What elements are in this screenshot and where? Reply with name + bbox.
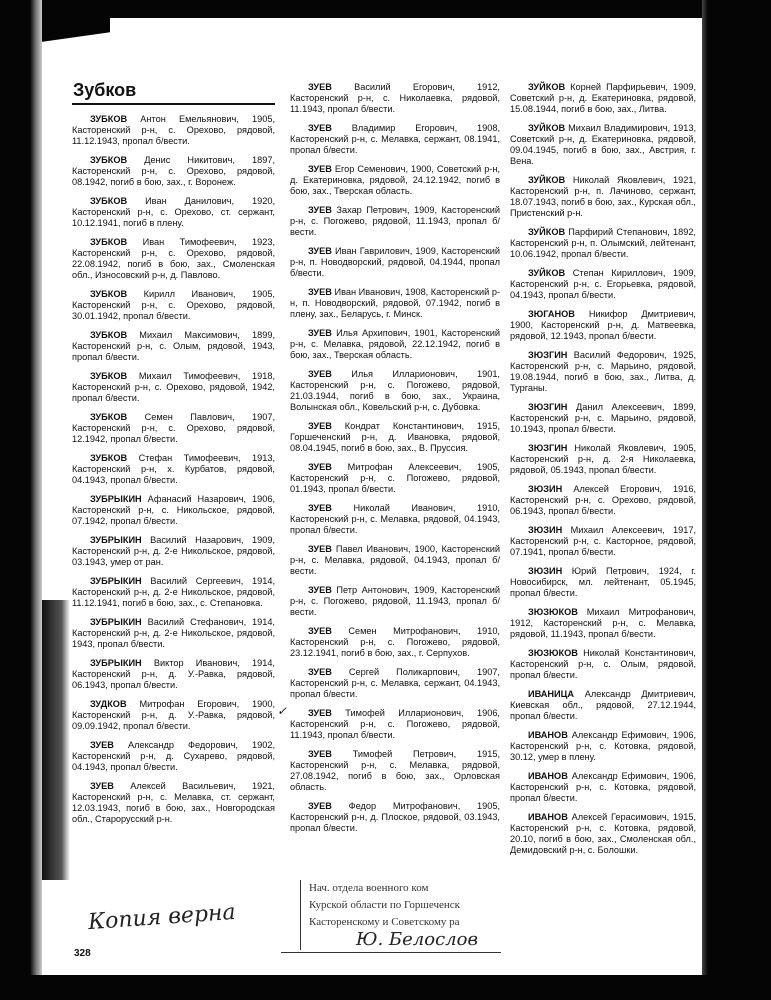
list-item bbox=[72, 330, 275, 363]
list-item bbox=[510, 566, 696, 599]
entry-surname: ЗУДКОВ bbox=[90, 699, 127, 709]
entry-details: Сергей Поликарпович, 1907, Касторенский р-н, с. Мелавка, сержант, 04.1943, пропал б/вести. bbox=[290, 667, 500, 699]
entry-details: Василий Стефанович, 1914, Касторенский р-н, д. 2-е Никольское, рядовой, 1943, пропал б/вести. bbox=[72, 617, 275, 649]
entry-surname: ЗУЕВ bbox=[308, 585, 332, 595]
scan-border-right bbox=[702, 0, 771, 1000]
entry-surname: ЗУЕВ bbox=[308, 123, 332, 133]
entry-details: Антон Емельянович, 1905, Касторенский р-н, с. Орехово, рядовой, 11.12.1943, пропал б/вести. bbox=[72, 114, 275, 146]
stamp-line: Касторенскому и Советскому ра bbox=[309, 916, 460, 928]
entry-surname: ЗУЙКОВ bbox=[528, 82, 566, 92]
entry-surname: ИВАНОВ bbox=[528, 812, 568, 822]
list-item bbox=[72, 535, 275, 568]
list-item bbox=[510, 525, 696, 558]
entry-surname: ЗЮЗГИН bbox=[528, 443, 568, 453]
entry-details: Александр Дмитриевич, Киевская обл., рядовой, 27.12.1944, пропал б/вести. bbox=[510, 689, 696, 721]
entry-surname: ЗУЕВ bbox=[90, 781, 114, 791]
official-stamp bbox=[300, 880, 509, 950]
entry-surname: ЗУБКОВ bbox=[90, 330, 128, 340]
entry-surname: ЗУЕВ bbox=[308, 544, 332, 554]
entry-surname: ЗУБРЫКИН bbox=[90, 494, 142, 504]
list-item bbox=[290, 801, 500, 834]
entry-surname: ЗУБРЫКИН bbox=[90, 535, 142, 545]
scan-border-top bbox=[0, 0, 771, 18]
entry-details: Алексей Егорович, 1916, Касторенский р-н, с. Орехово, рядовой, 06.1943, пропал б/вести. bbox=[510, 484, 696, 516]
entry-details: Алексей Васильевич, 1921, Касторенский р-н, с. Мелавка, ст. сержант, 12.03.1943, погиб в бою, зах., Новгородская обл., Старорусский р-н. bbox=[72, 781, 275, 824]
entry-details: Семен Павлович, 1907, Касторенский р-н, с. Орехово, рядовой, 12.1942, пропал б/вести. bbox=[72, 412, 275, 444]
entry-details: Михаил Максимович, 1899, Касторенский р-н, с. Олым, рядовой, 1943, пропал б/вести. bbox=[72, 330, 275, 362]
entry-surname: ЗЮЗИН bbox=[528, 484, 563, 494]
list-item bbox=[72, 371, 275, 404]
entry-surname: ЗУЕВ bbox=[308, 667, 332, 677]
entry-details: Алексей Герасимович, 1915, Касторенский р-н, с. Котовка, рядовой, 20.10, погиб в бою, зах., Смоленская обл., Демидовский р-н, с. Болошки. bbox=[510, 812, 696, 855]
check-mark-icon: ✓ bbox=[277, 704, 288, 718]
list-item bbox=[72, 196, 275, 229]
entry-details: Митрофан Алексеевич, 1905, Касторенский р-н, с. Погожево, рядовой, 01.1943, пропал б/вести. bbox=[290, 462, 500, 494]
list-item bbox=[510, 123, 696, 167]
entry-details: Василий Егорович, 1912, Касторенский р-н, с. Николаевка, рядовой, 11.1943, пропал б/вести. bbox=[290, 82, 500, 114]
entry-details: Кондрат Константинович, 1915, Горшеченский р-н, д. Ивановка, рядовой, 08.04.1945, погиб в бою, зах., В. Пруссия. bbox=[290, 421, 500, 453]
entry-details: Стефан Тимофеевич, 1913, Касторенский р-н, х. Курбатов, рядовой, 04.1943, пропал б/вести. bbox=[72, 453, 275, 485]
list-item bbox=[510, 443, 696, 476]
list-item bbox=[510, 730, 696, 763]
entry-surname: ЗУБКОВ bbox=[90, 371, 128, 381]
entry-surname: ЗУЕВ bbox=[308, 369, 332, 379]
entry-surname: ЗУЙКОВ bbox=[528, 227, 566, 237]
entry-details: Николай Иванович, 1910, Касторенский р-н, с. Мелавка, рядовой, 04.1943, пропал б/вести. bbox=[290, 503, 500, 535]
list-item bbox=[72, 453, 275, 486]
list-item bbox=[290, 328, 500, 361]
entry-surname: ЗУЕВ bbox=[308, 626, 332, 636]
list-item bbox=[510, 227, 696, 260]
entry-surname: ЗУЕВ bbox=[308, 82, 332, 92]
entry-details: Илья Архипович, 1901, Касторенский р-н, с. Мелавка, рядовой, 22.12.1942, погиб в бою, зах., Тверская область. bbox=[290, 328, 500, 360]
entry-surname: ЗЮЗИН bbox=[528, 566, 563, 576]
list-item bbox=[290, 708, 500, 741]
entry-surname: ЗУБКОВ bbox=[90, 453, 128, 463]
page-number: 328 bbox=[74, 948, 91, 959]
list-item bbox=[290, 503, 500, 536]
entry-surname: ЗУБКОВ bbox=[90, 196, 128, 206]
entry-surname: ЗЮЗЮКОВ bbox=[528, 607, 578, 617]
handwritten-copy-note: Копия верна bbox=[87, 899, 237, 936]
entry-surname: ЗУЕВ bbox=[308, 708, 332, 718]
entry-details: Тимофей Илларионович, 1906, Касторенский р-н, с. Погожево, рядовой, 11.1943, пропал б/вести. bbox=[290, 708, 500, 740]
entry-surname: ИВАНИЦА bbox=[528, 689, 574, 699]
entry-surname: ЗУЕВ bbox=[308, 328, 332, 338]
list-item bbox=[72, 617, 275, 650]
entry-details: Иван Гаврилович, 1909, Касторенский р-н, п. Новодворский, рядовой, 04.1944, пропал б/вести. bbox=[290, 246, 500, 278]
entry-details: Данил Алексеевич, 1899, Касторенский р-н, с. Марьино, рядовой, 10.1943, пропал б/вести. bbox=[510, 402, 696, 434]
entry-details: Михаил Алексеевич, 1917, Касторенский р-н, с. Касторное, рядовой, 07.1941, пропал б/вести. bbox=[510, 525, 696, 557]
entry-details: Александр Ефимович, 1906, Касторенский р-н, с. Котовка, рядовой, 30.12, умер в плену. bbox=[510, 730, 696, 762]
entry-details: Митрофан Егорович, 1900, Касторенский р-н, д. У.-Равка, рядовой, 09.09.1942, пропал б/вести. bbox=[72, 699, 275, 731]
scan-border-left bbox=[0, 0, 42, 1000]
entry-details: Афанасий Назарович, 1906, Касторенский р-н, с. Никольское, рядовой, 07.1942, пропал б/вести. bbox=[72, 494, 275, 526]
entry-details: Павел Иванович, 1900, Касторенский р-н, с. Мелавка, рядовой, 04.1943, пропал б/вести. bbox=[290, 544, 500, 576]
entry-details: Василий Назарович, 1909, Касторенский р-н, д. 2-е Никольское, рядовой, 03.1943, умер от ран. bbox=[72, 535, 275, 567]
page-heading: Зубков bbox=[73, 80, 137, 100]
list-item bbox=[72, 576, 275, 609]
signature-line bbox=[281, 952, 501, 953]
stamp-line: Нач. отдела военного ком bbox=[309, 882, 429, 894]
list-item bbox=[510, 689, 696, 722]
list-item bbox=[510, 402, 696, 435]
entry-surname: ЗУБРЫКИН bbox=[90, 658, 142, 668]
entry-surname: ЗЮГАНОВ bbox=[528, 309, 575, 319]
entry-surname: ЗУЙКОВ bbox=[528, 123, 566, 133]
stamp-line: Курской области по Горшеченск bbox=[309, 899, 460, 911]
list-item bbox=[510, 82, 696, 115]
signature: Ю. Белослов bbox=[356, 929, 478, 950]
entry-surname: ЗЮЗЮКОВ bbox=[528, 648, 578, 658]
list-item bbox=[290, 462, 500, 495]
entry-details: Василий Сергеевич, 1914, Касторенский р-н, д. 2-е Никольское, рядовой, 11.12.1941, погиб в бою, зах., с. Степановка. bbox=[72, 576, 275, 608]
list-item bbox=[290, 205, 500, 238]
entry-details: Александр Ефимович, 1906, Касторенский р-н, с. Котовка, рядовой, пропал б/вести. bbox=[510, 771, 696, 803]
list-item bbox=[290, 369, 500, 413]
entry-surname: ИВАНОВ bbox=[528, 730, 568, 740]
entry-details: Тимофей Петрович, 1915, Касторенский р-н, с. Мелавка, рядовой, 27.08.1942, погиб в бою, зах., Орловская область. bbox=[290, 749, 500, 792]
list-item bbox=[290, 82, 500, 115]
list-item bbox=[510, 268, 696, 301]
entry-surname: ЗУЕВ bbox=[308, 164, 332, 174]
list-item bbox=[290, 626, 500, 659]
list-item bbox=[72, 114, 275, 147]
entry-surname: ЗУБКОВ bbox=[90, 289, 128, 299]
entry-details: Владимир Егорович, 1908, Касторенский р-н, с. Мелавка, сержант, 08.1941, пропал б/вести. bbox=[290, 123, 500, 155]
entry-details: Семен Митрофанович, 1910, Касторенский р-н, с. Погожево, рядовой, 23.12.1941, погиб в бою, зах., г. Серпухов. bbox=[290, 626, 500, 658]
list-item bbox=[510, 350, 696, 394]
entry-surname: ЗУЙКОВ bbox=[528, 175, 566, 185]
entry-details: Михаил Владимирович, 1913, Советский р-н, д. Екатериновка, рядовой, 09.04.1945, погиб в бою, зах., Австрия, г. Вена. bbox=[510, 123, 696, 166]
entry-surname: ЗУБКОВ bbox=[90, 412, 128, 422]
scan-border-bottom bbox=[0, 975, 771, 1000]
entry-details: Илья Илларионович, 1901, Касторенский р-н, с. Погожево, рядовой, 21.03.1944, погиб в бою, зах., Украина, Волынская обл., Ковельский р-н, с. Дубовка. bbox=[290, 369, 500, 412]
entry-details: Денис Никитович, 1897, Касторенский р-н, с. Орехово, рядовой, 08.1942, погиб в бою, зах., г. Воронеж. bbox=[72, 155, 275, 187]
entry-details: Степан Кириллович, 1909, Касторенский р-н, с. Егорьевка, рядовой, 04.1943, пропал б/вести. bbox=[510, 268, 696, 300]
entry-details: Корней Парфирьевич, 1909, Советский р-н, д. Екатериновка, рядовой, 15.08.1944, погиб в бою, зах., Литва. bbox=[510, 82, 696, 114]
list-item bbox=[290, 123, 500, 156]
entry-details: Федор Митрофанович, 1905, Касторенский р-н, д. Плоское, рядовой, 03.1943, пропал б/вести. bbox=[290, 801, 500, 833]
list-item bbox=[290, 421, 500, 454]
entry-surname: ЗУЕВ bbox=[308, 749, 332, 759]
entry-surname: ЗЮЗГИН bbox=[528, 402, 568, 412]
entry-surname: ЗЮЗГИН bbox=[528, 350, 568, 360]
entry-surname: ЗУБКОВ bbox=[90, 237, 128, 247]
entry-surname: ЗУЕВ bbox=[308, 801, 332, 811]
list-item bbox=[72, 781, 275, 825]
entry-surname: ЗУБРЫКИН bbox=[90, 576, 142, 586]
column-2 bbox=[290, 82, 500, 834]
entry-details: Иван Иванович, 1908, Касторенский р-н, п. Новодворский, рядовой, 07.1942, погиб в плену, зах., Беларусь, г. Минск. bbox=[290, 287, 500, 319]
entry-details: Михаил Митрофанович, 1912, Касторенский р-н, с. Мелавка, рядовой, 11.1943, пропал б/вести. bbox=[510, 607, 696, 639]
list-item bbox=[510, 309, 696, 342]
entry-details: Виктор Иванович, 1914, Касторенский р-н, д. У.-Равка, рядовой, 06.1943, пропал б/вести. bbox=[72, 658, 275, 690]
list-item bbox=[72, 412, 275, 445]
list-item bbox=[72, 494, 275, 527]
entry-details: Юрий Петрович, 1924, г. Новосибирск, мл. лейтенант, 05.1945, пропал б/вести. bbox=[510, 566, 696, 598]
list-item bbox=[510, 812, 696, 856]
entry-details: Михаил Тимофеевич, 1918, Касторенский р-н, с. Орехово, рядовой, 1942, пропал б/вести. bbox=[72, 371, 275, 403]
entry-surname: ЗУБРЫКИН bbox=[90, 617, 142, 627]
entry-surname: ЗУЕВ bbox=[308, 421, 332, 431]
entry-surname: ЗУЕВ bbox=[308, 503, 332, 513]
entry-details: Парфирий Степанович, 1892, Касторенский р-н, п. Олымский, лейтенант, 10.06.1942, пропал б/вести. bbox=[510, 227, 696, 259]
entry-surname: ЗУЕВ bbox=[308, 462, 332, 472]
list-item bbox=[72, 289, 275, 322]
entry-surname: ЗУЕВ bbox=[308, 246, 332, 256]
list-item bbox=[290, 164, 500, 197]
entry-details: Егор Семенович, 1900, Советский р-н, д. Екатериновка, рядовой, 24.12.1942, погиб в бою, зах., Тверская область. bbox=[290, 164, 500, 196]
entry-details: Николай Яковлевич, 1905, Касторенский р-н, д. 2-я Николаевка, рядовой, 05.1943, пропал б/вести. bbox=[510, 443, 696, 475]
list-item bbox=[510, 175, 696, 219]
list-item bbox=[510, 648, 696, 681]
entry-details: Иван Тимофеевич, 1923, Касторенский р-н, с. Орехово, рядовой, 22.08.1942, погиб в бою, зах., Смоленская обл., Износовский р-н, д. Павлово. bbox=[72, 237, 275, 280]
list-item bbox=[290, 544, 500, 577]
entry-details: Александр Федорович, 1902, Касторенский р-н, д. Сухарево, рядовой, 04.1943, пропал б/вести. bbox=[72, 740, 275, 772]
column-3 bbox=[510, 82, 696, 856]
entry-surname: ЗУБКОВ bbox=[90, 114, 128, 124]
list-item bbox=[290, 287, 500, 320]
entry-surname: ЗУЕВ bbox=[90, 740, 114, 750]
list-item bbox=[510, 484, 696, 517]
list-item bbox=[290, 585, 500, 618]
entry-surname: ЗЮЗИН bbox=[528, 525, 563, 535]
list-item bbox=[290, 749, 500, 793]
heading-rule bbox=[72, 103, 275, 105]
entry-details: Николай Яковлевич, 1921, Касторенский р-н, п. Лачиново, сержант, 18.07.1943, погиб в бою, зах., Курская обл., Пристенский р-н. bbox=[510, 175, 697, 218]
entry-details: Никифор Дмитриевич, 1900, Касторенский р-н, д. Матвеевка, рядовой, 12.1943, пропал б/вести. bbox=[510, 309, 696, 341]
column-1 bbox=[72, 114, 275, 825]
entry-details: Кирилл Иванович, 1905, Касторенский р-н, с. Орехово, рядовой, 30.01.1942, пропал б/вести. bbox=[72, 289, 275, 321]
entry-details: Николай Константинович, Касторенский р-н, с. Олым, рядовой, пропал б/вести. bbox=[510, 648, 696, 680]
list-item bbox=[72, 155, 275, 188]
list-item bbox=[290, 667, 500, 700]
entry-details: Василий Федорович, 1925, Касторенский р-н, с. Марьино, рядовой, 19.08.1944, погиб в бою, зах., Литва, д. Турганы. bbox=[510, 350, 696, 393]
list-item bbox=[72, 658, 275, 691]
entry-surname: ЗУЕВ bbox=[308, 205, 332, 215]
list-item bbox=[510, 607, 696, 640]
entry-surname: ЗУЕВ bbox=[308, 287, 332, 297]
entry-surname: ЗУБКОВ bbox=[90, 155, 128, 165]
entry-details: Захар Петрович, 1909, Касторенский р-н, с. Погожево, рядовой, 11.1943, пропал б/вести. bbox=[290, 205, 500, 237]
entry-surname: ЗУЙКОВ bbox=[528, 268, 566, 278]
list-item bbox=[510, 771, 696, 804]
list-item bbox=[72, 237, 275, 281]
entry-surname: ИВАНОВ bbox=[528, 771, 568, 781]
list-item bbox=[72, 740, 275, 773]
list-item bbox=[72, 699, 275, 732]
entry-details: Петр Антонович, 1909, Касторенский р-н, с. Погожево, рядовой, 11.1943, пропал б/вести. bbox=[290, 585, 500, 617]
scan-smudge-left bbox=[42, 600, 70, 880]
list-item bbox=[290, 246, 500, 279]
entry-details: Иван Данилович, 1920, Касторенский р-н, с. Орехово, ст. сержант, 10.12.1941, погиб в плену. bbox=[72, 196, 275, 228]
